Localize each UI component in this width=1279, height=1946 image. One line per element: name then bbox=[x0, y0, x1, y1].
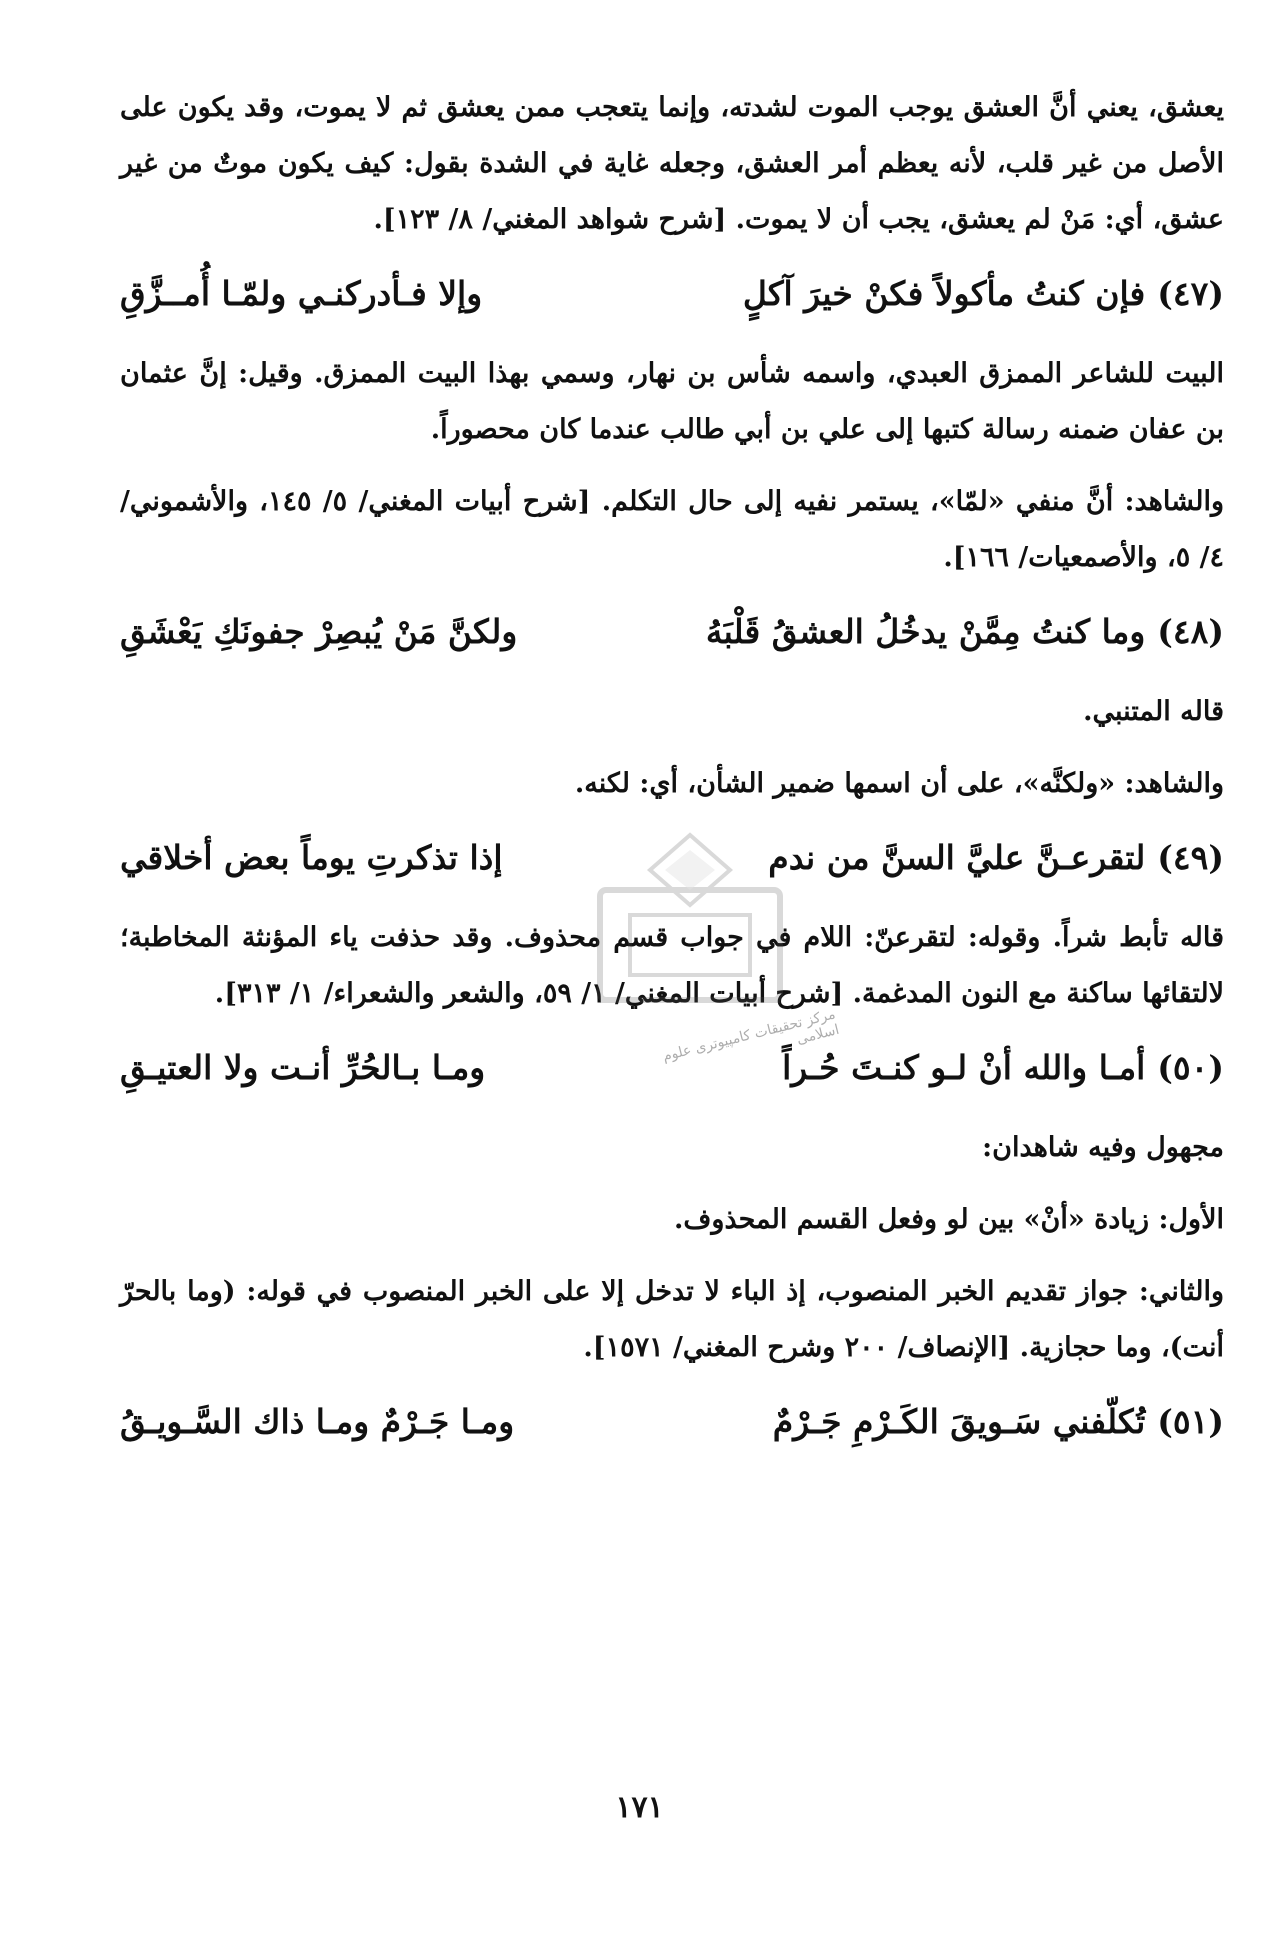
verse-51 bbox=[120, 1392, 1224, 1452]
verse-number: (٤٨) bbox=[1157, 612, 1224, 651]
paragraph-7: مجهول وفيه شاهدان: bbox=[982, 1132, 1224, 1163]
verse-first-hemistich: لتقرعـنَّ عليَّ السنَّ من ندم bbox=[768, 838, 1146, 877]
paragraph-8: الأول: زيادة «أنْ» بين لو وفعل القسم المحذوف. bbox=[674, 1204, 1224, 1235]
paragraph-9: والثاني: جواز تقديم الخبر المنصوب، إذ الباء لا تدخل إلا على الخبر المنصوب في قوله: (وما بالحرّ أنت)، وما حجازية. [الإنصاف/ ٢٠٠ وشرح المغني/ ١٥٧١]. bbox=[120, 1276, 1224, 1363]
verse-47 bbox=[120, 264, 1224, 324]
paragraph-1: يعشق، يعني أنَّ العشق يوجب الموت لشدته، وإنما يتعجب ممن يعشق ثم لا يموت، وقد يكون على الأصل من غير قلب، لأنه يعظم أمر العشق، وجعله غاية في الشدة بقول: كيف يكون موتٌ من غير عشق، أي: مَنْ لم يعشق، يجب أن لا يموت. [شرح شواهد المغني/ ٨/ ١٢٣]. bbox=[120, 92, 1224, 235]
watermark-text: مركز تحقيقات كامپيوتری علوم اسلامی bbox=[661, 1006, 841, 1065]
paragraph-5: والشاهد: «ولكنَّه»، على أن اسمها ضمير الشأن، أي: لكنه. bbox=[574, 768, 1224, 799]
verse-number: (٥١) bbox=[1157, 1402, 1224, 1441]
verse-first-hemistich: تُكلّفني سَـويقَ الكَـرْمِ جَـرْمٌ bbox=[772, 1402, 1146, 1441]
paragraph-6: قاله تأبط شراً. وقوله: لتقرعنّ: اللام في جواب قسم محذوف. وقد حذفت ياء المؤنثة المخاطبة؛ لالتقائها ساكنة مع النون المدغمة. [شرح أبيات المغني/ ١/ ٥٩، والشعر والشعراء/ ١/ ٣١٣]. bbox=[120, 922, 1224, 1009]
verse-number: (٤٧) bbox=[1157, 274, 1224, 313]
verse-second-hemistich: ومـا جَـرْمٌ ومـا ذاك السَّـويـقُ bbox=[120, 1402, 515, 1441]
institute-logo-icon bbox=[560, 830, 820, 1030]
verse-second-hemistich: وإلا فـأدركنـي ولمّـا أُمــزَّقِ bbox=[120, 274, 483, 313]
verse-48 bbox=[120, 602, 1224, 662]
verse-number: (٥٠) bbox=[1157, 1048, 1224, 1087]
verse-second-hemistich: إذا تذكرتِ يوماً بعض أخلاقي bbox=[120, 838, 503, 877]
verse-first-hemistich: فإن كنتُ مأكولاً فكنْ خيرَ آكلٍ bbox=[742, 274, 1146, 313]
verse-number: (٤٩) bbox=[1157, 838, 1224, 877]
verse-first-hemistich: أمـا والله أنْ لـو كنـتَ حُـراً bbox=[782, 1048, 1146, 1087]
page-number: ١٧١ bbox=[615, 1790, 664, 1825]
paragraph-4: قاله المتنبي. bbox=[1083, 696, 1224, 727]
paragraph-2: البيت للشاعر الممزق العبدي، واسمه شأس بن نهار، وسمي بهذا البيت الممزق. وقيل: إنَّ عثمان بن عفان ضمنه رسالة كتبها إلى علي بن أبي طالب عندما كان محصوراً. bbox=[120, 358, 1224, 445]
verse-first-hemistich: وما كنتُ مِمَّنْ يدخُلُ العشقُ قَلْبَهُ bbox=[705, 612, 1146, 651]
verse-second-hemistich: ولكنَّ مَنْ يُبصِرْ جفونَكِ يَعْشَقِ bbox=[120, 612, 518, 651]
verse-second-hemistich: ومـا بـالحُرِّ أنـت ولا العتيـقِ bbox=[120, 1048, 486, 1087]
paragraph-3: والشاهد: أنَّ منفي «لمّا»، يستمر نفيه إلى حال التكلم. [شرح أبيات المغني/ ٥/ ١٤٥، والأشموني/ ٤/ ٥، والأصمعيات/ ١٦٦]. bbox=[120, 486, 1224, 573]
